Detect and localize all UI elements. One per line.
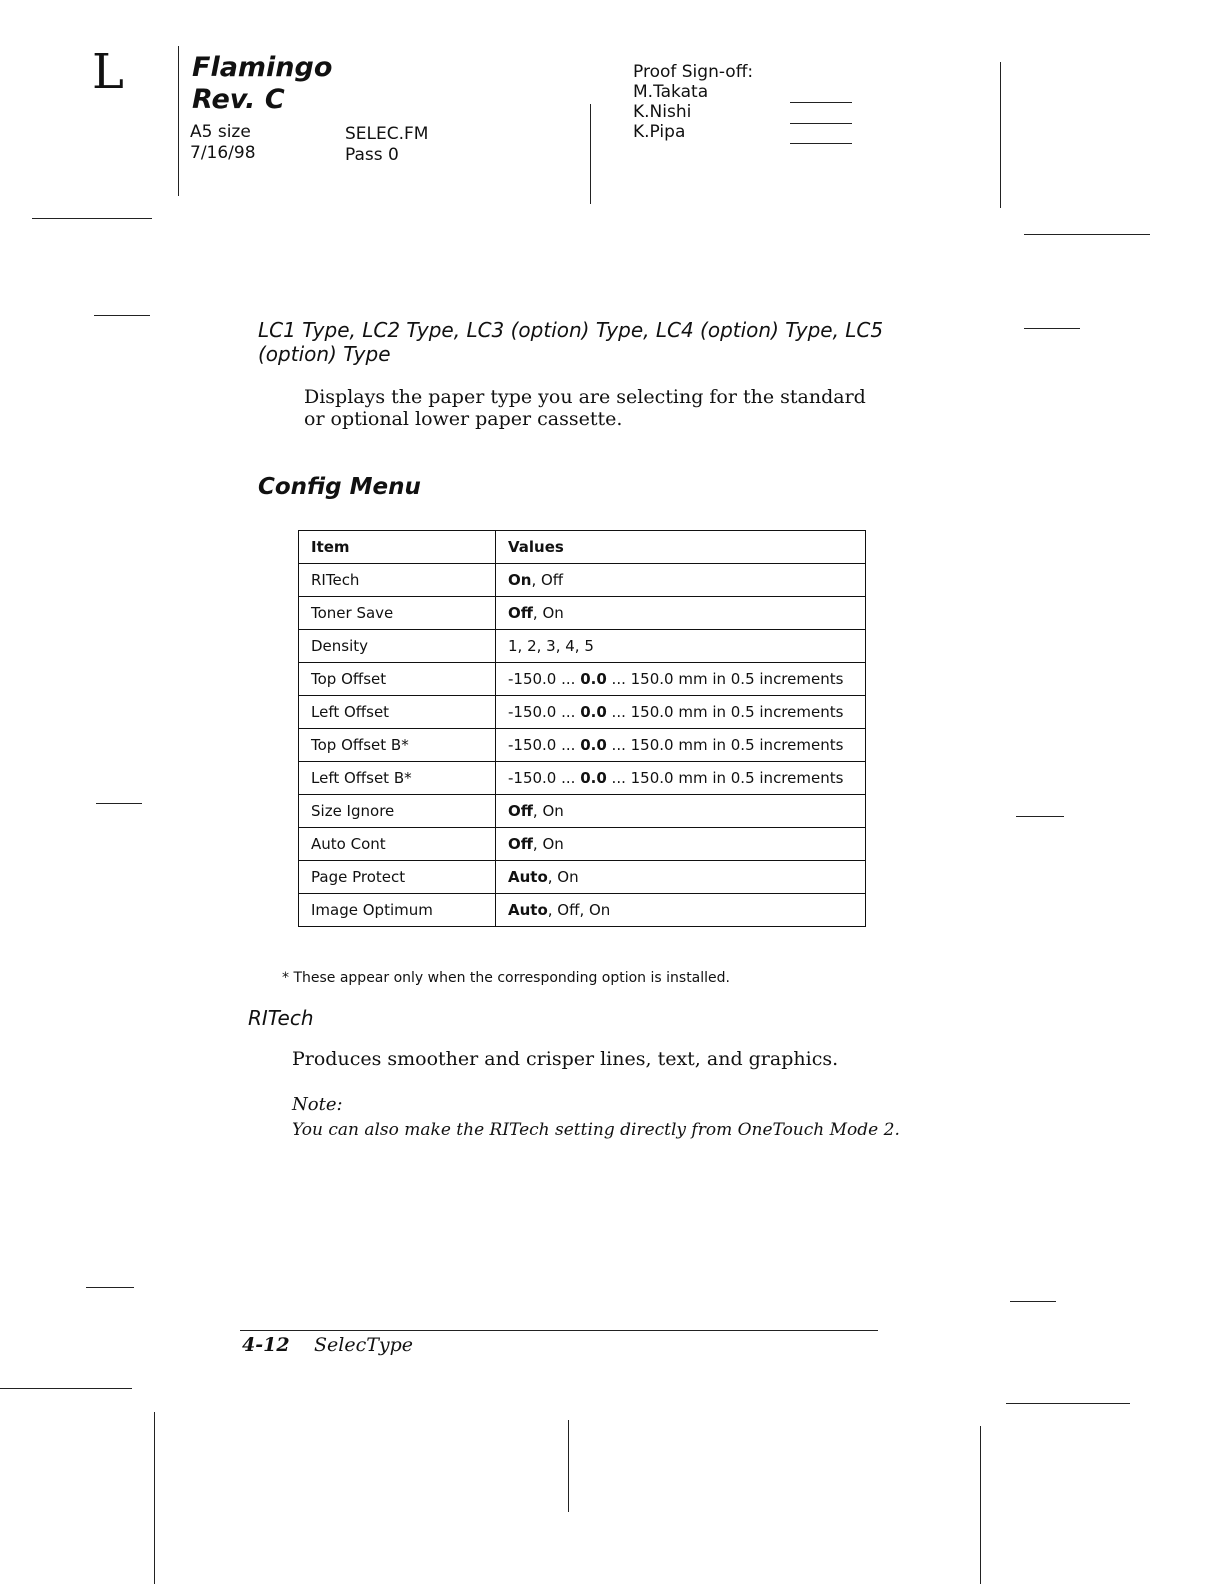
table-row (299, 564, 866, 597)
crop-mark (96, 803, 142, 804)
range-max: ... 150.0 mm in 0.5 increments (606, 703, 844, 721)
signoff-name: K.Nishi (633, 102, 692, 122)
table-row (299, 828, 866, 861)
row-item: Left Offset (299, 696, 496, 729)
pass-number: Pass 0 (345, 145, 399, 165)
crop-mark (1006, 1403, 1130, 1404)
row-values (496, 828, 866, 861)
page-number: 4-12 (242, 1334, 290, 1356)
row-item: RITech (299, 564, 496, 597)
other-values: , On (532, 802, 564, 820)
row-values (496, 696, 866, 729)
crop-mark (1010, 1301, 1056, 1302)
row-values (496, 564, 866, 597)
default-value: On (508, 571, 532, 589)
table-row (299, 696, 866, 729)
default-value: Off (508, 802, 533, 820)
default-value: Off (508, 835, 533, 853)
default-value: 0.0 (580, 670, 607, 688)
range-max: ... 150.0 mm in 0.5 increments (606, 670, 844, 688)
proof-signoff (633, 62, 753, 142)
table-row (299, 762, 866, 795)
file-name: SELEC.FM (345, 124, 429, 144)
row-item: Top Offset (299, 663, 496, 696)
default-value: 0.0 (580, 769, 607, 787)
column-header-item: Item (299, 531, 496, 564)
row-item: Top Offset B* (299, 729, 496, 762)
title-line-1: Flamingo (192, 52, 333, 83)
range-min: -150.0 ... (508, 670, 581, 688)
row-values (496, 597, 866, 630)
crop-mark (1024, 328, 1080, 329)
header-divider (1000, 62, 1001, 208)
row-item: Toner Save (299, 597, 496, 630)
row-item: Auto Cont (299, 828, 496, 861)
row-values (496, 795, 866, 828)
table-footnote: * These appear only when the corresponding option is installed. (282, 970, 730, 986)
signoff-label: Proof Sign-off: (633, 62, 754, 82)
crop-mark (32, 218, 152, 219)
table-row (299, 630, 866, 663)
signature-line (790, 102, 852, 103)
note-text: You can also make the RITech setting directly from OneTouch Mode 2. (292, 1120, 900, 1140)
title-line-2: Rev. C (192, 84, 285, 115)
table-row (299, 597, 866, 630)
revision-date: 7/16/98 (190, 143, 256, 163)
corner-letter: L (92, 44, 124, 100)
range-max: ... 150.0 mm in 0.5 increments (606, 769, 844, 787)
range-min: -150.0 ... (508, 769, 581, 787)
table-row (299, 894, 866, 927)
column-header-values: Values (496, 531, 866, 564)
row-values (496, 861, 866, 894)
default-value: Auto (508, 901, 548, 919)
footer-rule (240, 1330, 878, 1331)
other-values: , On (532, 835, 564, 853)
row-item: Left Offset B* (299, 762, 496, 795)
range-min: -150.0 ... (508, 736, 581, 754)
note-label: Note: (292, 1094, 343, 1115)
document-title (192, 52, 332, 116)
other-values: , On (547, 868, 579, 886)
default-value: Off (508, 604, 533, 622)
footer-section-name: SelecType (314, 1334, 414, 1356)
row-values (496, 663, 866, 696)
row-values (496, 894, 866, 927)
table-row (299, 663, 866, 696)
signoff-name: K.Pipa (633, 122, 686, 142)
header-divider (178, 46, 179, 196)
range-max: ... 150.0 mm in 0.5 increments (606, 736, 844, 754)
table-header-row (299, 531, 866, 564)
other-values: , Off (531, 571, 564, 589)
row-item: Size Ignore (299, 795, 496, 828)
section-title: Config Menu (258, 474, 421, 500)
other-values: , Off, On (547, 901, 611, 919)
table-row (299, 795, 866, 828)
row-item: Image Optimum (299, 894, 496, 927)
row-item: Page Protect (299, 861, 496, 894)
signature-line (790, 143, 852, 144)
crop-mark (1016, 816, 1064, 817)
paper-size: A5 size (190, 122, 251, 142)
lc-type-description: Displays the paper type you are selecting for the standard or optional lower paper cassette. (304, 386, 866, 430)
crop-mark (980, 1426, 981, 1584)
crop-mark (1024, 234, 1150, 235)
lc-type-heading: LC1 Type, LC2 Type, LC3 (option) Type, LC4 (option) Type, LC5 (option) Type (258, 318, 884, 366)
crop-mark (154, 1412, 155, 1584)
signature-line (790, 123, 852, 124)
ritech-description: Produces smoother and crisper lines, text, and graphics. (292, 1048, 839, 1070)
config-menu-table (298, 530, 866, 927)
crop-mark (0, 1388, 132, 1389)
default-value: 0.0 (580, 736, 607, 754)
crop-mark (94, 315, 150, 316)
header-divider (590, 104, 591, 204)
row-values (496, 729, 866, 762)
signoff-name: M.Takata (633, 82, 709, 102)
row-item: Density (299, 630, 496, 663)
range-min: -150.0 ... (508, 703, 581, 721)
default-value: Auto (508, 868, 548, 886)
row-values (496, 762, 866, 795)
table-row (299, 861, 866, 894)
table-row (299, 729, 866, 762)
crop-mark (568, 1420, 569, 1512)
row-values (496, 630, 866, 663)
other-values: 1, 2, 3, 4, 5 (508, 637, 594, 655)
ritech-heading: RITech (248, 1006, 314, 1030)
other-values: , On (532, 604, 564, 622)
crop-mark (86, 1287, 134, 1288)
default-value: 0.0 (580, 703, 607, 721)
